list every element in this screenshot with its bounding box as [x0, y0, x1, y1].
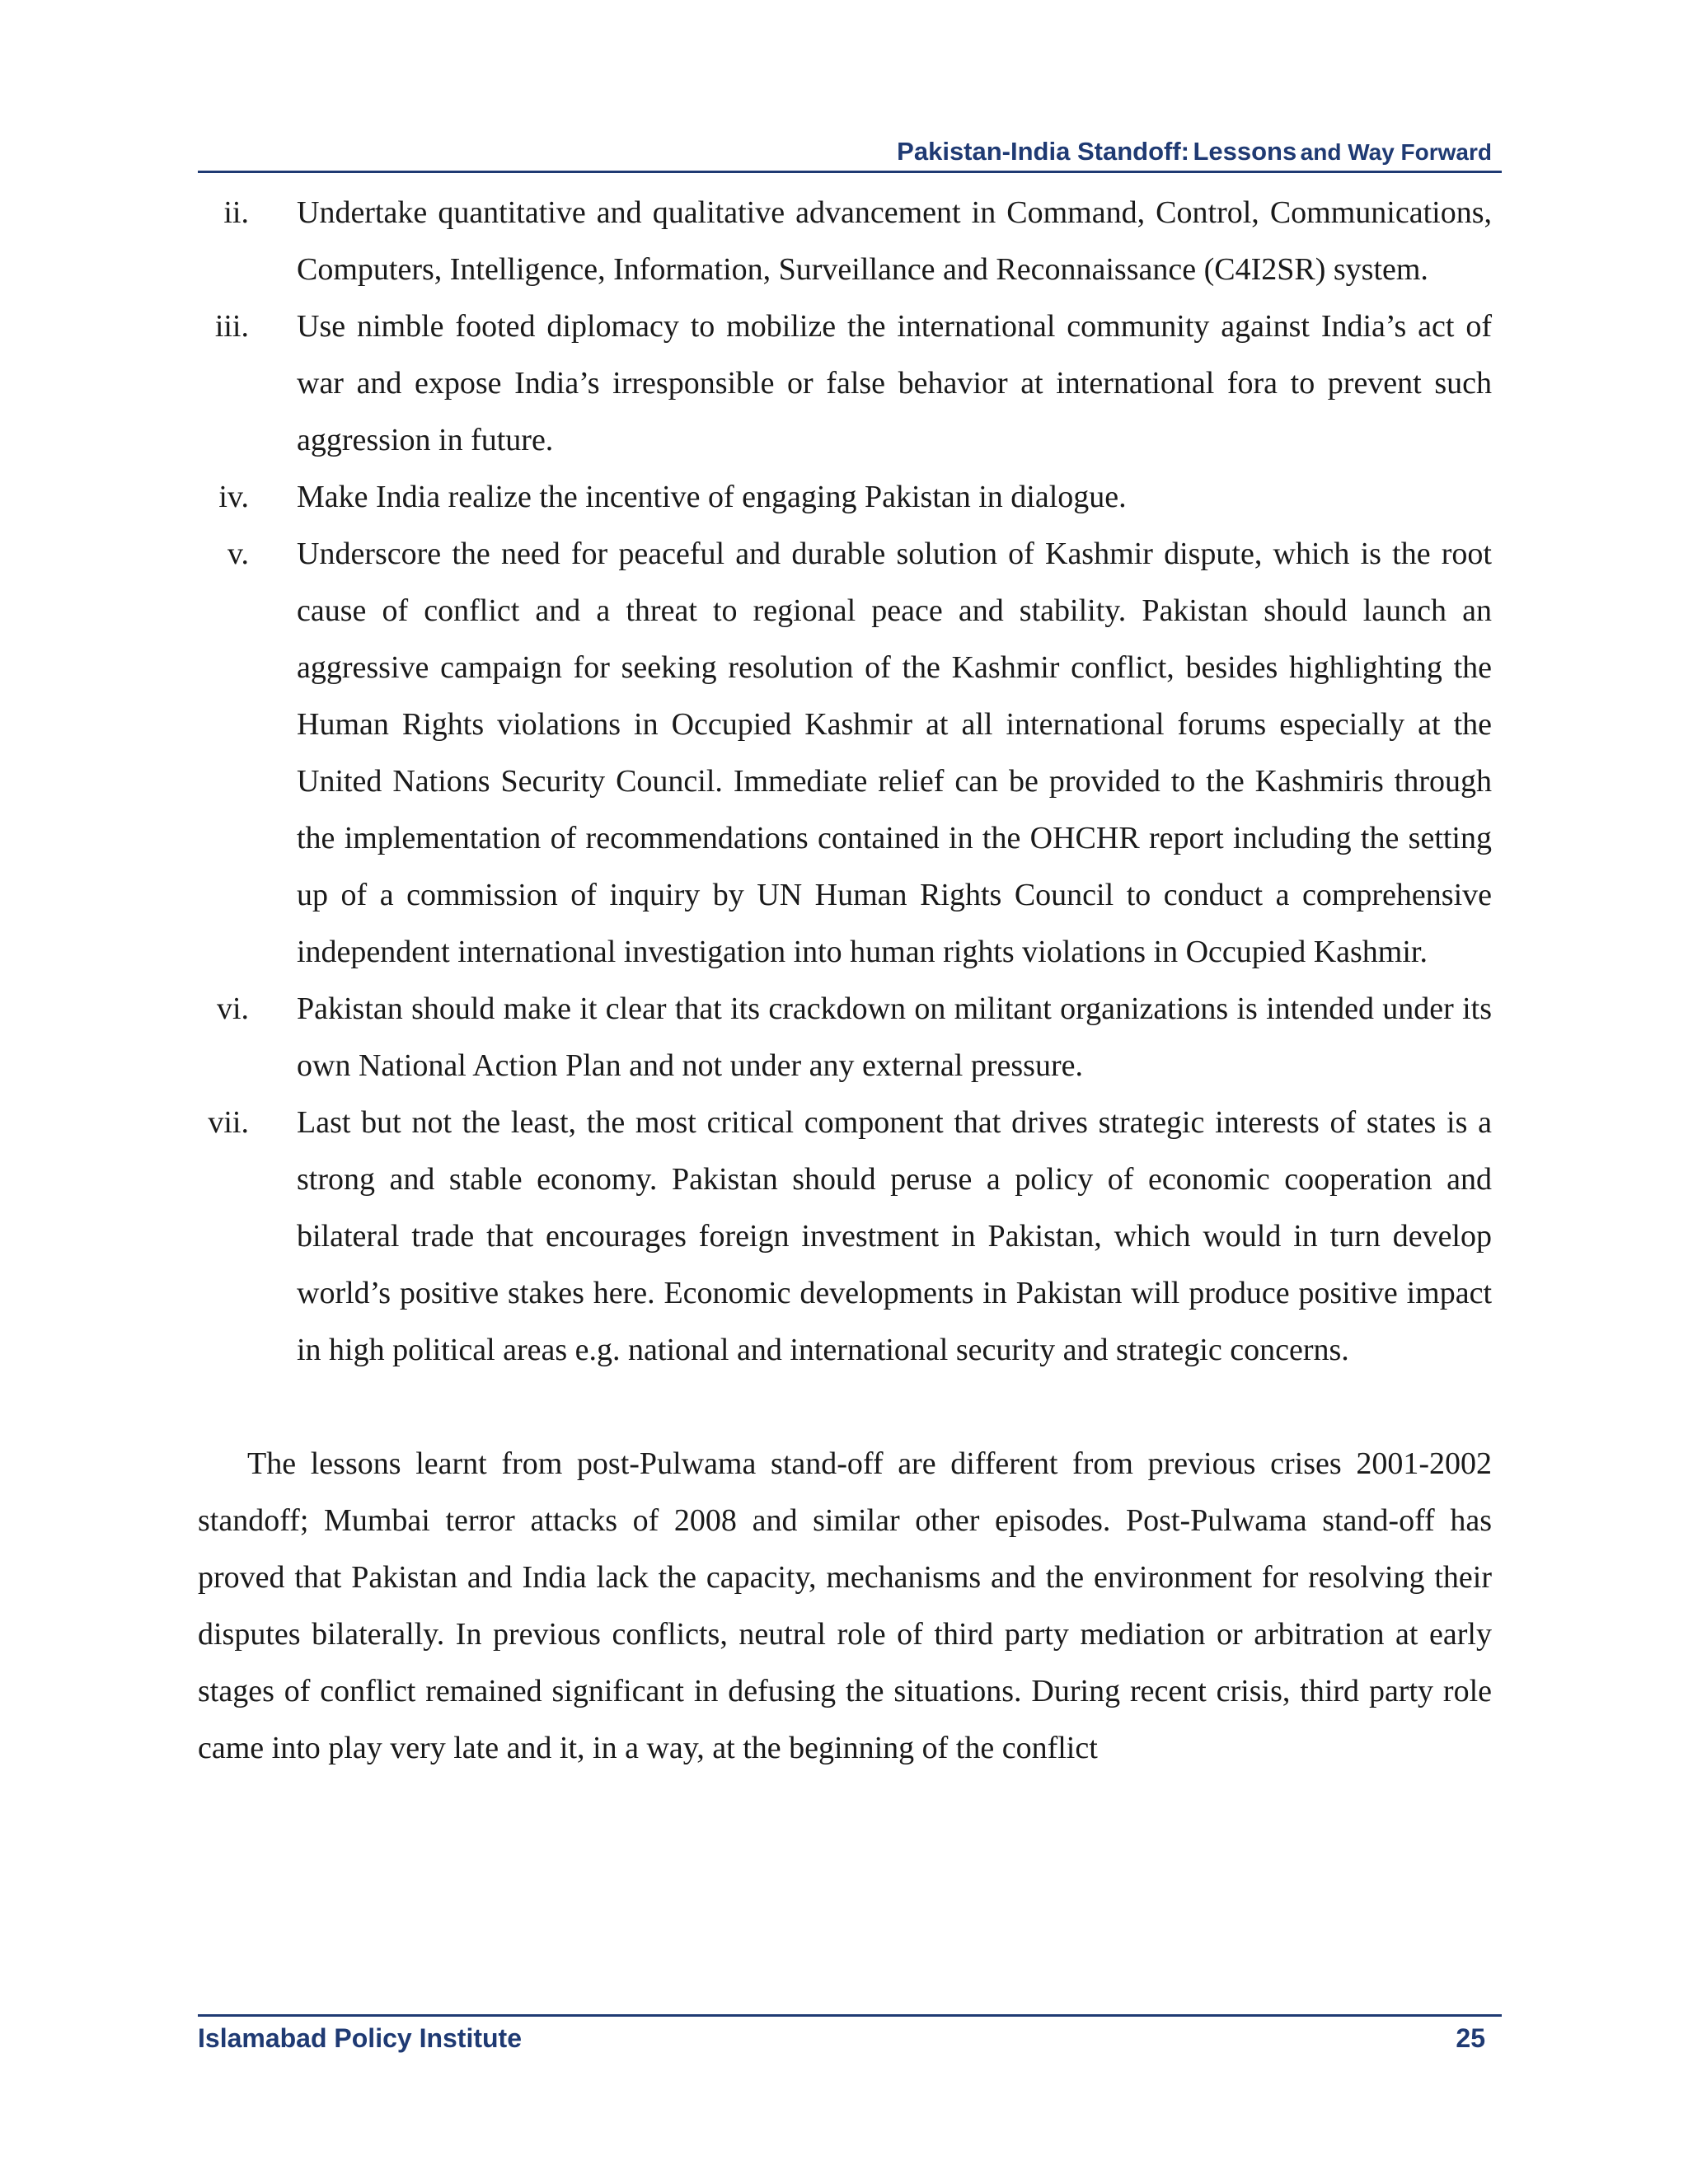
- running-header: [198, 137, 1502, 173]
- list-item-text: Underscore the need for peaceful and durable solution of Kashmir dispute, which is the root cause of conflict and a threat to regional peace and stability. Pakistan should launch an aggressive campaign for seeking resolution of the Kashmir conflict, besides highlighting the Human Rights violations in Occupied Kashmir at all international forums especially at the United Nations Security Council. Immediate relief can be provided to the Kashmiris through the implementation of recommendations contained in the OHCHR report including the setting up of a commission of inquiry by UN Human Rights Council to conduct a comprehensive independent international investigation into human rights violations in Occupied Kashmir.: [297, 537, 1492, 969]
- list-item: [198, 526, 1492, 981]
- body-paragraph: The lessons learnt from post-Pulwama stand-off are different from previous crises 2001-2002 standoff; Mumbai terror attacks of 2008 and similar other episodes. Post-Pulwama stand-off has proved that Pakistan and India lack the capacity, mechanisms and the environment for resolving their disputes bilaterally. In previous conflicts, neutral role of third party mediation or arbitration at early stages of conflict remained significant in defusing the situations. During recent crisis, third party role came into play very late and it, in a way, at the beginning of the conflict: [198, 1446, 1492, 1765]
- list-item: [198, 981, 1492, 1094]
- list-item-number: iv.: [218, 480, 249, 514]
- list-item-number: vii.: [208, 1105, 249, 1140]
- page-footer: [198, 2014, 1502, 2054]
- page-number: 25: [1456, 2023, 1485, 2053]
- list-item: [198, 298, 1492, 469]
- list-item-text: Undertake quantitative and qualitative advancement in Command, Control, Communications, Computers, Intelligence, Information, Surveillance and Reconnaissance (C4I2SR) system.: [297, 195, 1492, 287]
- header-title-lessons: Lessons: [1193, 137, 1297, 166]
- page-body: [198, 185, 1492, 1808]
- header-title-rest: and Way Forward: [1300, 139, 1492, 165]
- footer-institute-name: Islamabad Policy Institute: [198, 2023, 522, 2053]
- list-item: [198, 185, 1492, 298]
- list-item-number: ii.: [223, 195, 249, 230]
- list-item: [198, 1094, 1492, 1379]
- header-title-main: Pakistan-India Standoff:: [897, 137, 1189, 166]
- list-item-text: Make India realize the incentive of engaging Pakistan in dialogue.: [297, 480, 1127, 514]
- list-item-number: v.: [227, 537, 249, 571]
- list-item-text: Pakistan should make it clear that its crackdown on militant organizations is intended under its own National Action Plan and not under any external pressure.: [297, 991, 1492, 1083]
- list-item-number: iii.: [214, 309, 249, 344]
- list-item-text: Use nimble footed diplomacy to mobilize the international community against India’s act of war and expose India’s irresponsible or false behavior at international fora to prevent such aggression in future.: [297, 309, 1492, 457]
- list-item: [198, 469, 1492, 526]
- list-item-number: vi.: [216, 991, 249, 1026]
- list-item-text: Last but not the least, the most critical component that drives strategic interests of states is a strong and stable economy. Pakistan should peruse a policy of economic cooperation and bilateral trade that encourages foreign investment in Pakistan, which would in turn develop world’s positive stakes here. Economic developments in Pakistan will produce positive impact in high political areas e.g. national and international security and strategic concerns.: [297, 1105, 1492, 1367]
